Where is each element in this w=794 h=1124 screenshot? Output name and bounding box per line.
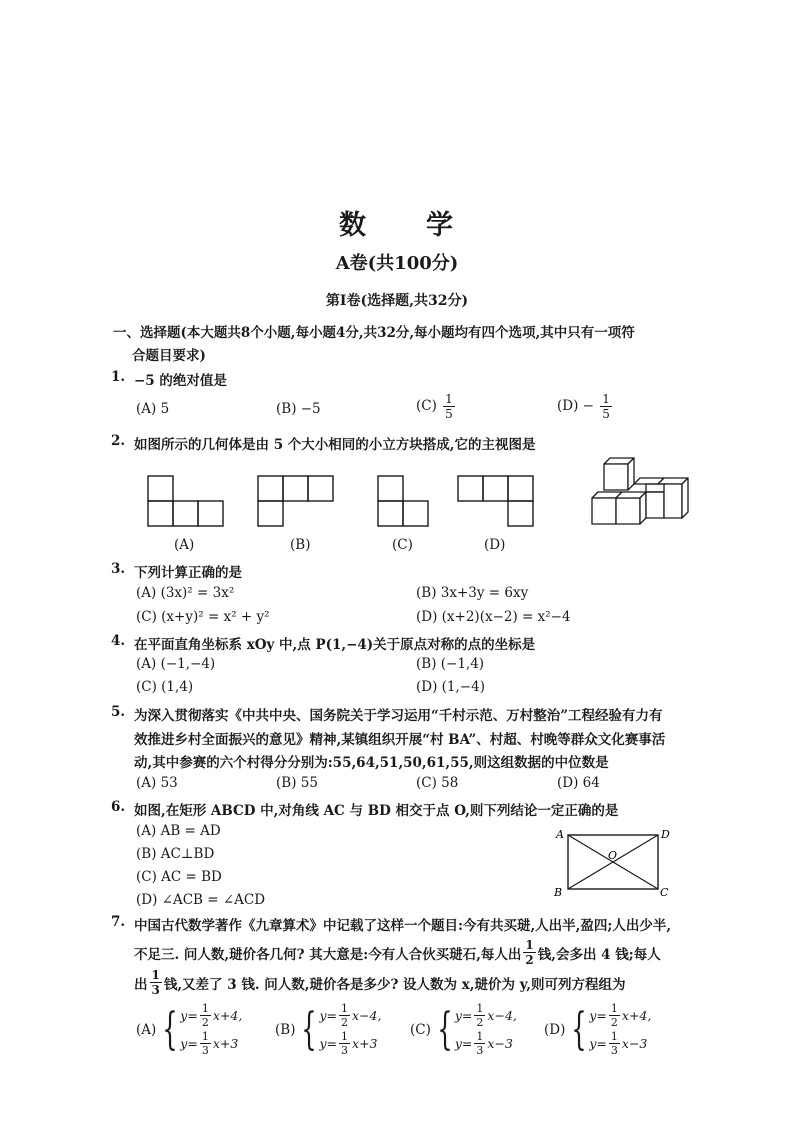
q7-a-row2-pre: y=: [180, 1036, 198, 1051]
q7-option-b-label: (B): [275, 1021, 296, 1038]
q3-option-d: (D) (x+2)(x−2) = x²−4: [416, 609, 571, 625]
q7-line2-numerator: 1: [525, 938, 534, 952]
q4-stem: 在平面直角坐标系 xOy 中,点 P(1,−4)关于原点对称的点的坐标是: [134, 637, 536, 653]
q7-option-d: [544, 1003, 651, 1056]
q7-c-row1-den: 2: [476, 1016, 484, 1029]
q7-b-row2-post: x+3: [352, 1036, 378, 1051]
brace-icon: {: [571, 1003, 588, 1055]
q2-number: 2.: [111, 433, 126, 449]
q2-figure-b: [258, 476, 333, 526]
point-o-label: O: [608, 849, 618, 862]
q2-figure-d: [458, 476, 533, 526]
q7-a-row2-den: 3: [201, 1044, 209, 1057]
section-title: 第Ⅰ卷(选择题,共32分): [325, 293, 469, 309]
q7-line1: 中国古代数学著作《九章算术》中记载了这样一个题目:今有共买琎,人出半,盈四;人出少半,: [134, 918, 672, 934]
q1-option-a: (A) 5: [136, 401, 170, 417]
q7-c-row1-post: x−4,: [487, 1008, 517, 1023]
q1-option-c: [416, 393, 457, 420]
q7-line2-end: 钱,会多出 4 钱;每人: [537, 946, 661, 963]
brace-icon: {: [437, 1003, 453, 1055]
q7-option-d-system: [565, 1003, 651, 1056]
q7-a-row1-pre: y=: [180, 1008, 198, 1023]
q1-option-c-label: (C): [416, 398, 437, 414]
q7-c-row2-den: 3: [476, 1044, 484, 1057]
q3-number: 3.: [111, 561, 126, 577]
q5-option-c: (C) 58: [416, 775, 459, 791]
q7-option-a: [136, 1003, 242, 1056]
q7-d-row1-pre: y=: [589, 1008, 607, 1023]
q7-a-row2-num: 1: [201, 1030, 209, 1043]
q2-figure-c: [378, 476, 428, 526]
q1-d-numerator: 1: [602, 392, 610, 406]
q3-option-b: (B) 3x+3y = 6xy: [416, 585, 529, 601]
q6-rectangle-figure: [548, 826, 678, 898]
q7-line3-end: 钱,又差了 3 钱. 问人数,琎价各是多少? 设人数为 x,琎价为 y,则可列方程组为: [163, 976, 626, 993]
q7-b-row1-num: 1: [341, 1002, 349, 1015]
q7-line3-denominator: 3: [151, 983, 160, 997]
q7-a-row2-post: x+3: [212, 1036, 239, 1051]
q2-label-d: (D): [484, 537, 506, 553]
q4-option-c: (C) (1,4): [136, 679, 194, 695]
q3-option-a: (A) (3x)² = 3x²: [136, 585, 235, 601]
q2-label-a: (A): [174, 537, 195, 553]
q7-option-d-label: (D): [544, 1021, 566, 1038]
q7-number: 7.: [111, 914, 126, 930]
q6-option-b: (B) AC⊥BD: [136, 846, 215, 862]
q1-d-denominator: 5: [602, 407, 610, 421]
q7-line3: [134, 969, 625, 996]
q7-d-row1-den: 2: [610, 1016, 618, 1029]
q1-option-d: [557, 393, 614, 420]
q7-option-c-system: [431, 1003, 517, 1056]
q2-figure-a: [148, 476, 223, 526]
q7-line3-start: 出: [134, 976, 148, 993]
q5-number: 5.: [111, 704, 126, 720]
q7-b-row1-post: x−4,: [352, 1008, 382, 1023]
q7-c-row2-num: 1: [476, 1030, 484, 1043]
q7-d-row1-num: 1: [610, 1002, 618, 1015]
q7-line3-fraction: [150, 969, 162, 996]
q7-a-row1-num: 1: [201, 1002, 209, 1015]
q7-a-row1-den: 2: [201, 1016, 209, 1029]
q7-line2-text: 不足三. 问人数,琎价各几何? 其大意是:今有人合伙买琎石,每人出: [134, 946, 522, 963]
q1-c-denominator: 5: [445, 407, 453, 421]
point-d-label: D: [661, 828, 670, 841]
q7-option-b: [275, 1003, 381, 1056]
q1-number: 1.: [111, 369, 126, 385]
q7-b-row2-num: 1: [341, 1030, 349, 1043]
paper-subtitle: A卷(共100分): [335, 253, 459, 274]
part-heading-line1: 一、选择题(本大题共8个小题,每小题4分,共32分,每小题均有四个选项,其中只有一项符: [113, 325, 635, 341]
q1-option-c-fraction: [443, 393, 455, 420]
q7-d-row2-den: 3: [610, 1044, 618, 1057]
page-title: 数 学: [339, 210, 455, 241]
q1-option-d-fraction: [600, 393, 612, 420]
q7-d-row2-pre: y=: [589, 1036, 607, 1051]
brace-icon: {: [301, 1003, 318, 1055]
q6-number: 6.: [111, 799, 126, 815]
q1-option-b: (B) −5: [276, 401, 321, 417]
point-b-label: B: [554, 886, 563, 898]
q7-option-b-system: [295, 1003, 381, 1056]
q7-b-row1-pre: y=: [319, 1008, 338, 1023]
q6-option-d: (D) ∠ACB = ∠ACD: [136, 892, 266, 908]
q2-solid-figure: [586, 452, 698, 532]
q7-option-c: [410, 1003, 517, 1056]
q7-b-row1-den: 2: [341, 1016, 349, 1029]
q5-line1: 为深入贯彻落实《中共中央、国务院关于学习运用“千村示范、万村整治”工程经验有力有: [134, 708, 663, 724]
q2-label-c: (C): [392, 537, 413, 553]
q4-option-b: (B) (−1,4): [416, 656, 485, 672]
q7-option-a-system: [156, 1003, 242, 1056]
q7-c-row2-post: x−3: [487, 1036, 513, 1051]
q7-d-row2-num: 1: [610, 1030, 618, 1043]
q1-option-d-label: (D) −: [557, 398, 594, 414]
brace-icon: {: [162, 1003, 178, 1055]
q3-stem: 下列计算正确的是: [134, 565, 242, 581]
q2-label-b: (B): [290, 537, 311, 553]
point-a-label: A: [556, 828, 564, 841]
q7-a-row1-post: x+4,: [212, 1008, 243, 1023]
q4-option-a: (A) (−1,−4): [136, 656, 216, 672]
q7-line3-numerator: 1: [151, 968, 160, 982]
q2-stem: 如图所示的几何体是由 5 个大小相同的小立方块搭成,它的主视图是: [134, 437, 536, 453]
q5-option-d: (D) 64: [557, 775, 600, 791]
q7-option-c-label: (C): [410, 1021, 431, 1038]
q5-option-a: (A) 53: [136, 775, 178, 791]
q1-stem: −5 的绝对值是: [134, 373, 227, 389]
q5-line2: 效推进乡村全面振兴的意见》精神,某镇组织开展“村 BA”、村超、村晚等群众文化赛事活: [134, 732, 666, 748]
q7-line2: [134, 939, 661, 966]
q7-d-row2-post: x−3: [621, 1036, 648, 1051]
part-heading-line2: 合题目要求): [132, 348, 206, 364]
q4-number: 4.: [111, 633, 126, 649]
q7-b-row2-den: 3: [341, 1044, 349, 1057]
point-c-label: C: [660, 886, 669, 898]
q5-line3: 动,其中参赛的六个村得分分别为:55,64,51,50,61,55,则这组数据的中位数是: [134, 755, 609, 771]
q3-option-c: (C) (x+y)² = x² + y²: [136, 609, 270, 625]
q7-c-row1-pre: y=: [454, 1008, 473, 1023]
q4-option-d: (D) (1,−4): [416, 679, 485, 695]
q6-option-a: (A) AB = AD: [136, 823, 221, 839]
q7-c-row2-pre: y=: [454, 1036, 473, 1051]
q7-option-a-label: (A): [136, 1021, 157, 1038]
q1-c-numerator: 1: [445, 392, 453, 406]
q7-c-row1-num: 1: [476, 1002, 484, 1015]
q7-b-row2-pre: y=: [319, 1036, 338, 1051]
q7-d-row1-post: x+4,: [621, 1008, 652, 1023]
q6-stem: 如图,在矩形 ABCD 中,对角线 AC 与 BD 相交于点 O,则下列结论一定正确的是: [134, 803, 619, 819]
q6-option-c: (C) AC = BD: [136, 869, 222, 885]
q7-line2-denominator: 2: [525, 953, 534, 967]
q5-option-b: (B) 55: [276, 775, 318, 791]
q7-line2-fraction: [523, 939, 535, 966]
